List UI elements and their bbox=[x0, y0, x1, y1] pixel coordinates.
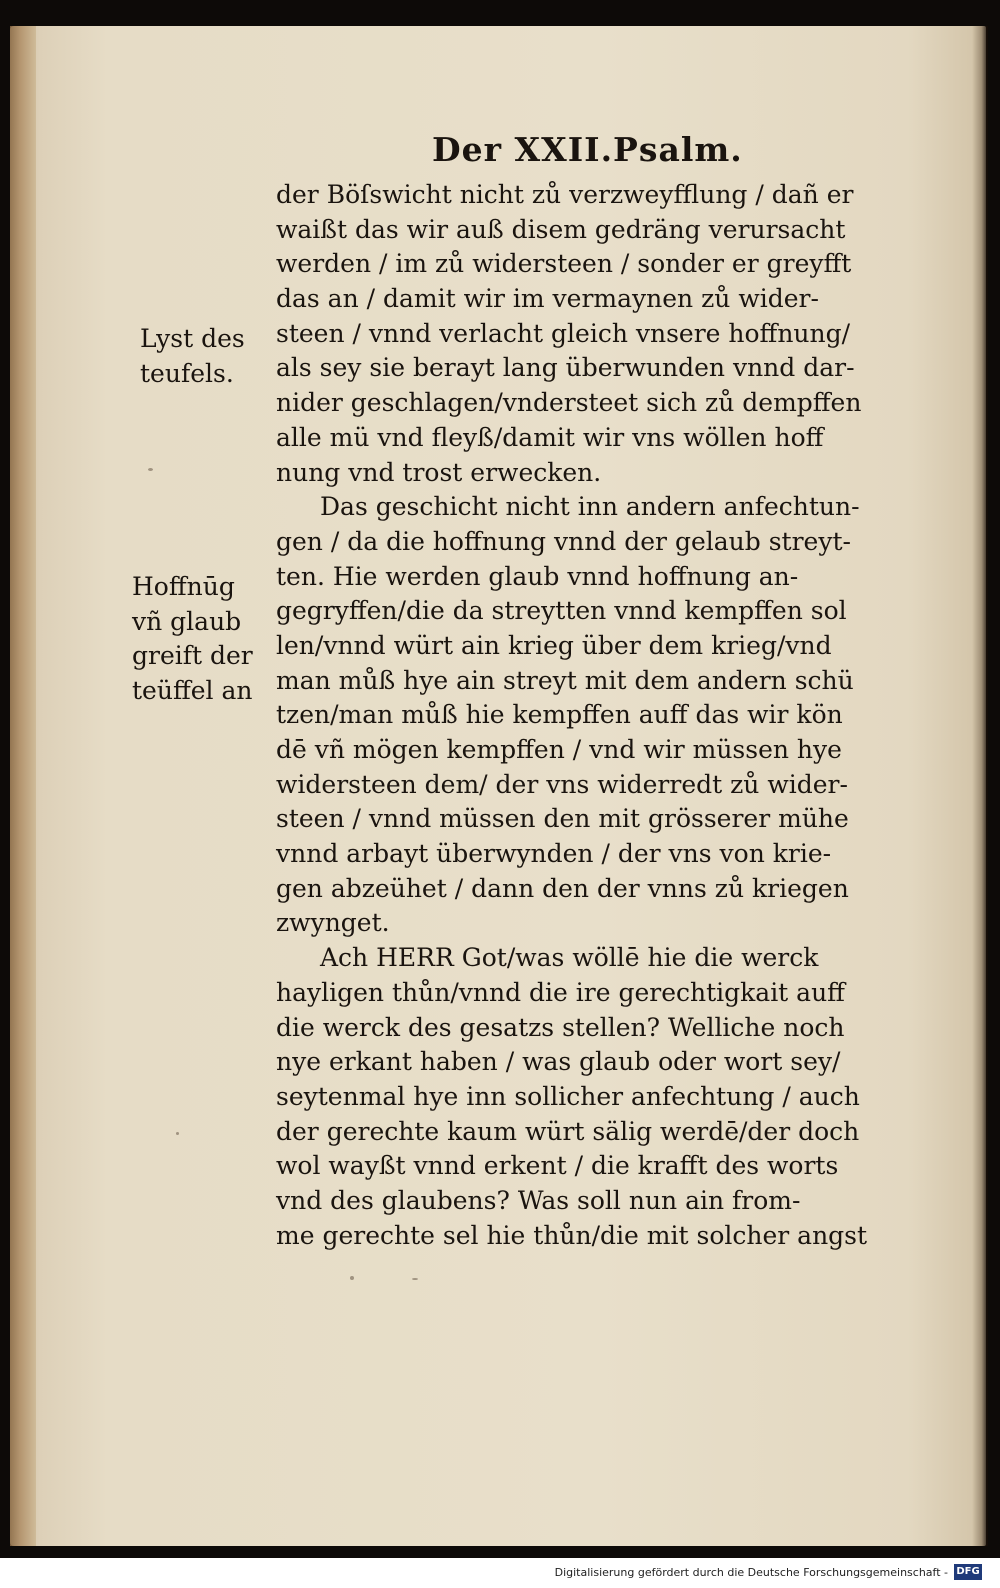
text-line: hayligen thůn/vnnd die ire gerechtigkait auff bbox=[276, 977, 845, 1007]
text-line: zwynget. bbox=[276, 908, 390, 938]
page-binding-edge bbox=[10, 26, 36, 1546]
text-line: seytenmal hye inn sollicher anfechtung / auch bbox=[276, 1081, 860, 1111]
text-line: vnd des glaubens? Was soll nun ain from- bbox=[276, 1185, 801, 1215]
margin-note-line: Lyst des bbox=[140, 324, 245, 353]
text-line: der gerechte kaum würt sälig werdē/der doch bbox=[276, 1116, 860, 1146]
text-line: Das geschicht nicht inn andern anfechtun- bbox=[320, 492, 860, 522]
margin-note bbox=[140, 322, 245, 391]
text-line: steen / vnnd verlacht gleich vnsere hoffnung/ bbox=[276, 318, 851, 348]
footer-credit: Digitalisierung gefördert durch die Deutsche Forschungsgemeinschaft - bbox=[554, 1566, 948, 1579]
footer-bar bbox=[0, 1558, 1000, 1588]
text-line: vnnd arbayt überwynden / der vns von krie- bbox=[276, 839, 832, 869]
margin-note-line: teufels. bbox=[140, 358, 234, 388]
text-line: wol wayßt vnnd erkent / die krafft des worts bbox=[276, 1151, 839, 1181]
margin-note bbox=[132, 570, 253, 708]
text-line: die werck des gesatzs stellen? Welliche noch bbox=[276, 1012, 845, 1042]
text-line: tzen/man můß hie kempffen auff das wir kön bbox=[276, 700, 843, 730]
paper-speck bbox=[350, 1276, 354, 1280]
text-line: nye erkant haben / was glaub oder wort sey/ bbox=[276, 1047, 841, 1077]
paper-speck bbox=[412, 1278, 418, 1280]
paper-speck bbox=[148, 468, 153, 471]
margin-note-line: greift der bbox=[132, 641, 253, 671]
text-line: dē vñ mögen kempffen / vnd wir müssen hye bbox=[276, 735, 842, 764]
text-line: steen / vnnd müssen den mit grösserer mühe bbox=[276, 804, 849, 834]
text-line: len/vnnd würt ain krieg über dem krieg/vnd bbox=[276, 630, 832, 660]
text-line: alle mü vnd fleyß/damit wir vns wöllen hoff bbox=[276, 422, 824, 452]
text-line: me gerechte sel hie thůn/die mit solcher angst bbox=[276, 1220, 868, 1250]
text-line: man můß hye ain streyt mit dem andern schü bbox=[276, 665, 854, 695]
text-line: gen / da die hoffnung vnnd der gelaub streyt- bbox=[276, 526, 851, 556]
text-line: Ach HERR Got/was wöllē hie die werck bbox=[320, 943, 819, 973]
text-line: werden / im zů widersteen / sonder er greyfft bbox=[276, 249, 852, 279]
body-text bbox=[276, 178, 867, 1253]
page-right-edge bbox=[972, 26, 988, 1546]
margin-note-line: vñ glaub bbox=[132, 606, 242, 636]
text-line: widersteen dem/ der vns widerredt zů wider- bbox=[276, 769, 848, 799]
text-line: nider geschlagen/vndersteet sich zů dempffen bbox=[276, 388, 862, 418]
text-line: gen abzeühet / dann den der vnns zů kriegen bbox=[276, 873, 849, 903]
margin-note-line: teüffel an bbox=[132, 675, 253, 705]
text-line: nung vnd trost erwecken. bbox=[276, 457, 602, 487]
margin-note-line: Hoffnūg bbox=[132, 572, 235, 601]
text-line: gegryffen/die da streytten vnnd kempffen sol bbox=[276, 596, 847, 626]
running-head: Der XXII.Psalm. bbox=[432, 130, 743, 169]
text-line: ten. Hie werden glaub vnnd hoffnung an- bbox=[276, 561, 799, 591]
text-line: das an / damit wir im vermaynen zů wider- bbox=[276, 284, 819, 314]
text-line: als sey sie berayt lang überwunden vnnd dar- bbox=[276, 353, 855, 383]
paper-speck bbox=[176, 1132, 179, 1135]
dfg-logo: DFG bbox=[954, 1564, 982, 1580]
text-line: waißt das wir auß disem gedräng verursacht bbox=[276, 214, 846, 244]
text-line: der Böſswicht nicht zů verzweyfflung / dañ er bbox=[276, 180, 854, 209]
